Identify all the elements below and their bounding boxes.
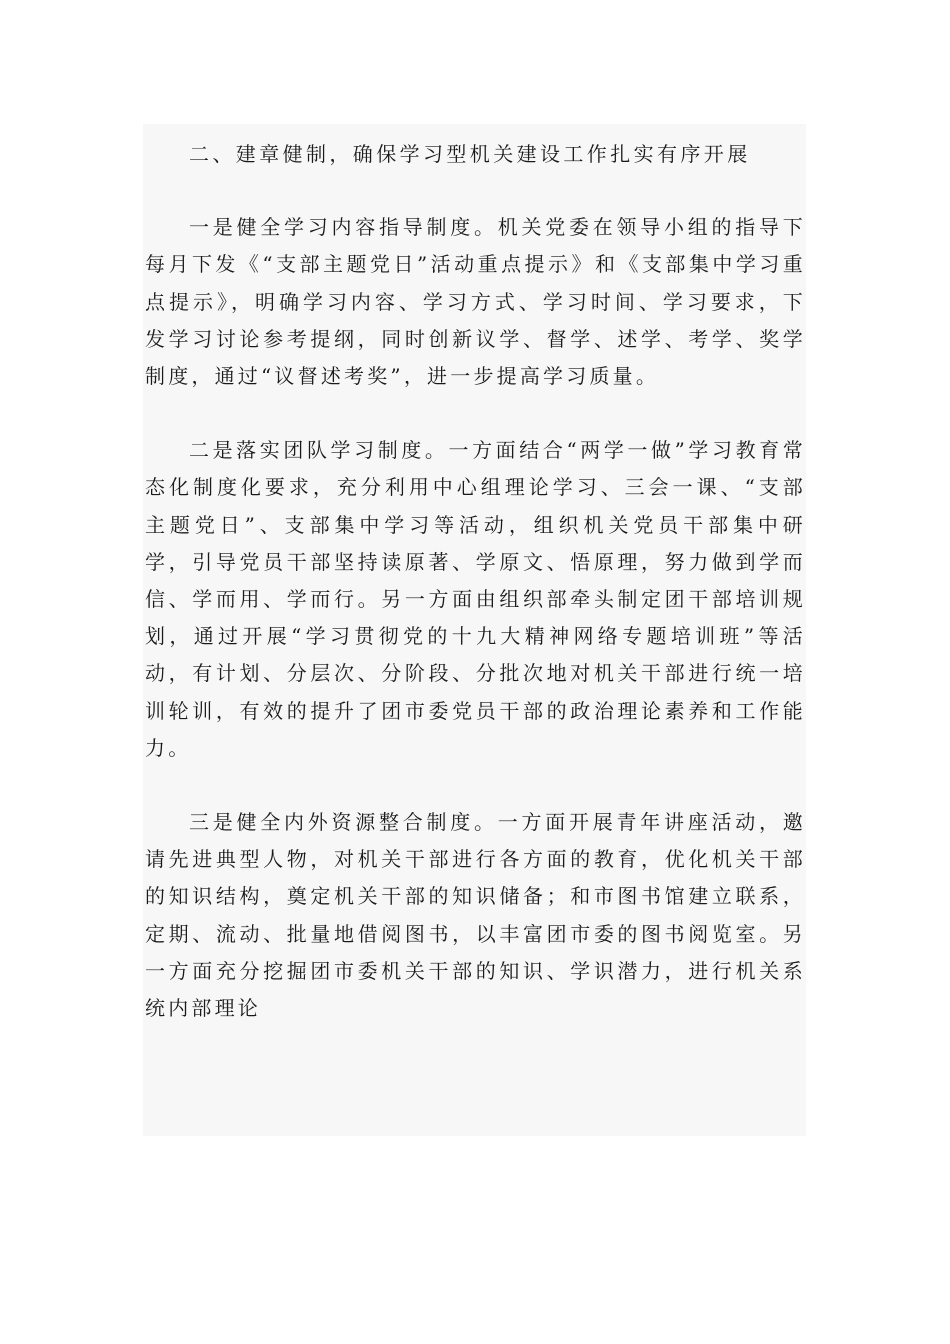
paragraph-study-content-guidance: 一是健全学习内容指导制度。机关党委在领导小组的指导下每月下发《“支部主题党日”活动重点提示》和《支部集中学习重点提示》，明确学习内容、学习方式、学习时间、学习要求，下发学习讨论参考提纲，同时创新议学、督学、述学、考学、奖学制度，通过“议督述考奖”，进一步提高学习质量。 <box>145 215 806 389</box>
paragraph-resource-integration-system: 三是健全内外资源整合制度。一方面开展青年讲座活动，邀请先进典型人物，对机关干部进行各方面的教育，优化机关干部的知识结构，奠定机关干部的知识储备；和市图书馆建立联系，定期、流动、批量地借阅图书，以丰富团市委的图书阅览室。另一方面充分挖掘团市委机关干部的知识、学识潜力，进行机关系统内部理论 <box>145 810 806 1021</box>
spacer <box>145 767 806 804</box>
spacer <box>145 173 806 209</box>
paragraph-team-study-system: 二是落实团队学习制度。一方面结合“两学一做”学习教育常态化制度化要求，充分利用中心组理论学习、三会一课、“支部主题党日”、支部集中学习等活动，组织机关党员干部集中研学，引导党员干部坚持读原著、学原文、悟原理，努力做到学而信、学而用、学而行。另一方面由组织部牵头制定团干部培训规划，通过开展“学习贯彻党的十九大精神网络专题培训班”等活动，有计划、分层次、分阶段、分批次地对机关干部进行统一培训轮训，有效的提升了团市委党员干部的政治理论素养和工作能力。 <box>145 438 806 760</box>
section-heading: 二、建章健制，确保学习型机关建设工作扎实有序开展 <box>189 142 751 166</box>
spacer <box>145 395 806 432</box>
document-page <box>143 124 806 1136</box>
